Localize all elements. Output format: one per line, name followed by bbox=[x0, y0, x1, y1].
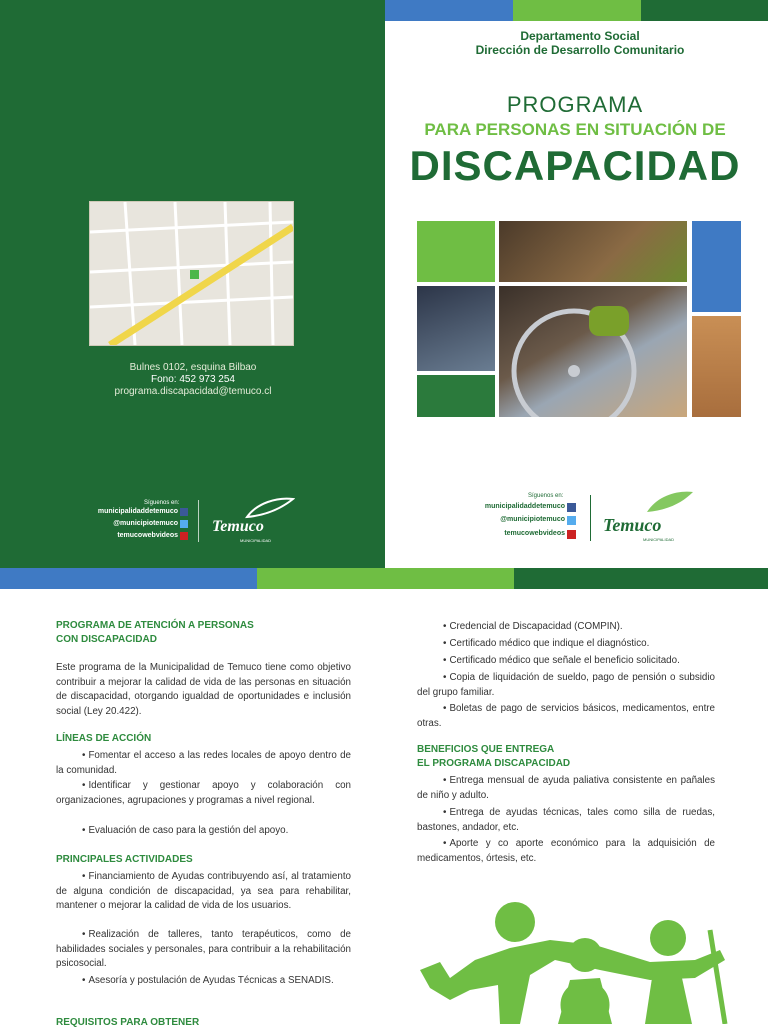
list-item-text: Boletas de pago de servicios básicos, medicamentos, entre otras. bbox=[417, 703, 715, 729]
list-item-text: Asesoría y postulación de Ayudas Técnicas a SENADIS. bbox=[88, 975, 334, 986]
youtube-icon[interactable] bbox=[567, 530, 576, 539]
youtube-handle-front[interactable]: temucowebvideos bbox=[504, 530, 565, 537]
list-item bbox=[56, 974, 351, 989]
bullet: • bbox=[443, 703, 447, 714]
list-item bbox=[417, 637, 715, 652]
bullet: • bbox=[443, 672, 447, 683]
section-title-actividades: PRINCIPALES ACTIVIDADES bbox=[56, 854, 193, 865]
mid-stripe-blue bbox=[0, 568, 257, 589]
list-item bbox=[56, 824, 351, 839]
direction-name: Dirección de Desarrollo Comunitario bbox=[475, 43, 685, 57]
list-item bbox=[417, 702, 715, 731]
bullet: • bbox=[82, 975, 86, 986]
youtube-icon[interactable] bbox=[180, 532, 188, 540]
divider bbox=[198, 500, 199, 542]
youtube-handle[interactable]: temucowebvideos bbox=[117, 532, 178, 539]
logo-subtitle-front: MUNICIPALIDAD bbox=[643, 537, 675, 542]
bullet: • bbox=[443, 838, 447, 849]
logo-subtitle: MUNICIPALIDAD bbox=[240, 538, 272, 543]
twitter-handle[interactable]: @municipiotemuco bbox=[113, 520, 178, 527]
list-item-text: Aporte y co aporte económico para la adquisición de medicamentos, órtesis, etc. bbox=[417, 838, 715, 864]
list-item bbox=[417, 654, 715, 669]
twitter-icon[interactable] bbox=[180, 520, 188, 528]
top-stripe-dark-green bbox=[641, 0, 768, 21]
location-map bbox=[89, 201, 294, 346]
mosaic-tile-blue bbox=[692, 221, 741, 312]
bullet: • bbox=[443, 655, 447, 666]
section-title-atencion bbox=[56, 619, 254, 647]
list-item bbox=[56, 870, 351, 914]
inclusion-people-illustration bbox=[420, 900, 730, 1024]
leaf-logo-icon bbox=[245, 497, 295, 519]
list-item-text: Certificado médico que indique el diagnóstico. bbox=[449, 638, 650, 649]
list-item bbox=[417, 671, 715, 700]
bullet: • bbox=[82, 825, 86, 836]
divider-front bbox=[590, 495, 591, 541]
photo-floor bbox=[692, 316, 741, 417]
photo-tile-wheel bbox=[417, 286, 495, 371]
list-item-text: Entrega mensual de ayuda paliativa consistente en pañales de niño y adulto. bbox=[417, 775, 715, 801]
temuco-logo: Temuco bbox=[212, 518, 264, 535]
list-item-text: Fomentar el acceso a las redes locales de apoyo dentro de la comunidad. bbox=[56, 750, 351, 776]
mosaic-tile-dark-green bbox=[417, 375, 495, 417]
list-item bbox=[56, 749, 351, 778]
title-line-2: PARA PERSONAS EN SITUACIÓN DE bbox=[424, 120, 726, 139]
photo-wheelchair bbox=[499, 286, 687, 417]
section-title-requisitos: REQUISITOS PARA OBTENER bbox=[56, 1017, 200, 1028]
follow-label-front: Síguenos en: bbox=[528, 493, 564, 499]
bullet: • bbox=[443, 621, 447, 632]
mid-stripe-dark-green bbox=[514, 568, 768, 589]
twitter-icon[interactable] bbox=[567, 516, 576, 525]
back-cover-panel bbox=[0, 0, 385, 568]
follow-label: Síguenos en: bbox=[144, 500, 180, 506]
department-heading bbox=[410, 29, 750, 57]
section-title-lineas: LÍNEAS DE ACCIÓN bbox=[56, 733, 152, 744]
bullet: • bbox=[443, 775, 447, 786]
list-item-text: Financiamiento de Ayudas contribuyendo así, al tratamiento de alguna condición de discapacidad, ya sea para rehabilitar, mantener o mejorar la calidad de vida de los usuarios. bbox=[56, 871, 351, 911]
facebook-handle-front[interactable]: municipalidaddetemuco bbox=[484, 503, 565, 510]
list-item bbox=[56, 928, 351, 972]
program-description: Este programa de la Municipalidad de Temuco tiene como objetivo contribuir a mejorar la calidad de vida de las personas en situación de discapacidad, otorgando igualdad de oportunidades e inclusión social (Ley 20.422). bbox=[56, 662, 351, 717]
bullet: • bbox=[443, 638, 447, 649]
list-item-text: Copia de liquidación de sueldo, pago de pensión o subsidio del grupo familiar. bbox=[417, 672, 715, 698]
email: programa.discapacidad@temuco.cl bbox=[114, 386, 272, 397]
bullet: • bbox=[443, 807, 447, 818]
bullet: • bbox=[82, 750, 86, 761]
list-item-text: Realización de talleres, tanto terapéuticos, como de habilidades sociales y personales, para contribuir a la rehabilitación psicosocial. bbox=[56, 929, 351, 969]
department-name: Departamento Social bbox=[520, 29, 640, 43]
bullet: • bbox=[82, 871, 86, 882]
list-item-text: Certificado médico que señale el beneficio solicitado. bbox=[449, 655, 680, 666]
title-line-3: DISCAPACIDAD bbox=[409, 142, 741, 189]
facebook-icon[interactable] bbox=[180, 508, 188, 516]
list-item bbox=[417, 837, 715, 866]
section-title-line: BENEFICIOS QUE ENTREGA bbox=[417, 744, 555, 755]
section-title-line: EL PROGRAMA DISCAPACIDAD bbox=[417, 758, 571, 769]
temuco-logo-front: Temuco bbox=[603, 515, 662, 535]
list-item bbox=[417, 774, 715, 803]
bullet: • bbox=[82, 780, 86, 791]
top-stripe-light-green bbox=[513, 0, 641, 21]
section-title-line: CON DISCAPACIDAD bbox=[56, 634, 157, 645]
address: Bulnes 0102, esquina Bilbao bbox=[129, 362, 257, 373]
bullet: • bbox=[82, 929, 86, 940]
list-item bbox=[417, 620, 715, 635]
leaf-logo-icon bbox=[645, 490, 695, 514]
list-item-text: Identificar y gestionar apoyo y colaboración con organizaciones, agrupaciones y programas a nivel regional. bbox=[56, 780, 351, 806]
list-item-text: Evaluación de caso para la gestión del apoyo. bbox=[88, 825, 289, 836]
location-marker bbox=[190, 270, 199, 279]
section-title-beneficios bbox=[417, 743, 570, 771]
mid-stripe-light-green bbox=[257, 568, 514, 589]
section-title-line: PROGRAMA DE ATENCIÓN A PERSONAS bbox=[56, 620, 254, 631]
wheelchair-wheel-icon bbox=[499, 286, 687, 417]
mosaic-tile-green bbox=[417, 221, 495, 282]
photo-tile bbox=[499, 221, 687, 282]
list-item-text: Credencial de Discapacidad (COMPIN). bbox=[449, 621, 623, 632]
list-item bbox=[56, 779, 351, 808]
twitter-handle-front[interactable]: @municipiotemuco bbox=[500, 516, 565, 523]
facebook-handle[interactable]: municipalidaddetemuco bbox=[97, 508, 178, 515]
list-item bbox=[417, 806, 715, 835]
top-stripe-blue bbox=[385, 0, 513, 21]
facebook-icon[interactable] bbox=[567, 503, 576, 512]
list-item-text: Entrega de ayudas técnicas, tales como silla de ruedas, bastones, andador, etc. bbox=[417, 807, 715, 833]
title-line-1: PROGRAMA bbox=[506, 92, 644, 117]
phone: Fono: 452 973 254 bbox=[151, 374, 235, 385]
